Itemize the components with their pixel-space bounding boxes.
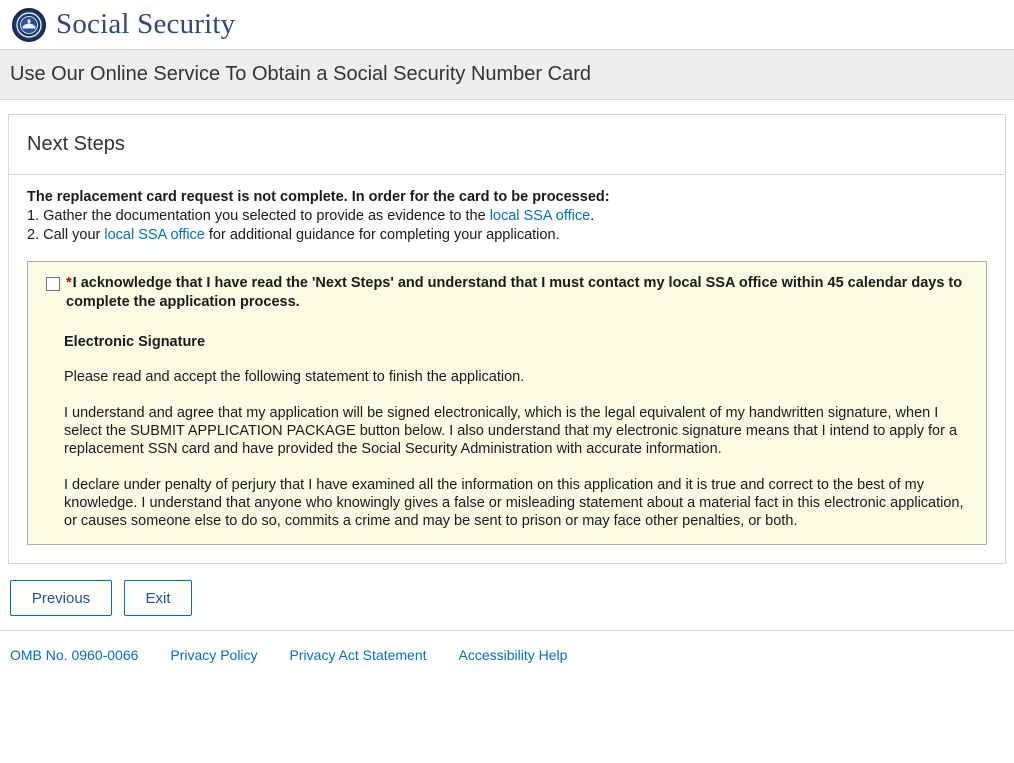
electronic-signature-paragraph-2: I declare under penalty of perjury that I have examined all the information on this application and it is true and correct to the best of my knowledge. I understand that anyone who knowingly gives a false or misleading statement about a material fact in this electronic application, or causes someone else to do so, commits a crime and may be sent to prison or may face other penalties, or both. bbox=[64, 477, 964, 529]
step-text-before: Gather the documentation you selected to provide as evidence to the bbox=[39, 208, 490, 224]
page-title: Use Our Online Service To Obtain a Social Security Number Card bbox=[10, 63, 591, 85]
local-ssa-office-link[interactable]: local SSA office bbox=[489, 208, 591, 224]
panel-body bbox=[9, 175, 1005, 563]
steps-list bbox=[27, 207, 987, 245]
footer bbox=[0, 630, 1014, 663]
next-steps-panel bbox=[8, 114, 1006, 564]
list-item bbox=[27, 226, 987, 245]
acknowledgement-row bbox=[42, 274, 972, 312]
footer-link-privacy-policy[interactable]: Privacy Policy bbox=[170, 647, 258, 663]
step-number: 1. bbox=[27, 208, 40, 224]
list-item bbox=[27, 207, 987, 226]
footer-link-privacy-act-statement[interactable]: Privacy Act Statement bbox=[289, 647, 427, 663]
step-text-after: . bbox=[590, 208, 595, 224]
acknowledgement-label: I acknowledge that I have read the 'Next Steps' and understand that I must contact my local SSA office within 45 calendar days to complete the application process. bbox=[66, 275, 963, 310]
panel-header bbox=[9, 115, 1005, 175]
electronic-signature-heading: Electronic Signature bbox=[64, 334, 206, 350]
electronic-signature-paragraph-1: I understand and agree that my application will be signed electronically, which is the legal equivalent of my handwritten signature, when I select the SUBMIT APPLICATION PACKAGE button below. I also understand that my electronic signature means that I intend to apply for a replacement SSN card and have provided the Social Security Administration with accurate information. bbox=[64, 405, 958, 457]
previous-button[interactable]: Previous bbox=[10, 580, 112, 616]
local-ssa-office-link[interactable]: local SSA office bbox=[104, 227, 205, 243]
brand-title: Social Security bbox=[56, 8, 236, 40]
button-row bbox=[0, 564, 1014, 616]
step-number: 2. bbox=[27, 227, 40, 243]
acknowledgement-label-wrap bbox=[66, 274, 972, 312]
exit-button[interactable]: Exit bbox=[124, 580, 192, 616]
site-header bbox=[0, 0, 1014, 50]
acknowledgement-checkbox[interactable] bbox=[46, 277, 60, 291]
electronic-signature-intro: Please read and accept the following statement to finish the application. bbox=[64, 369, 525, 385]
ssa-seal-icon bbox=[12, 8, 46, 42]
step-text-before: Call your bbox=[39, 227, 105, 243]
step-text-after: for additional guidance for completing your application. bbox=[204, 227, 560, 243]
acknowledgement-box bbox=[27, 261, 987, 545]
footer-link-omb[interactable]: OMB No. 0960-0066 bbox=[10, 647, 139, 663]
footer-link-accessibility-help[interactable]: Accessibility Help bbox=[458, 647, 568, 663]
intro-text: The replacement card request is not complete. In order for the card to be processed: bbox=[27, 189, 610, 205]
panel-heading: Next Steps bbox=[27, 133, 125, 155]
page-title-bar bbox=[0, 50, 1014, 100]
required-marker: * bbox=[66, 275, 72, 291]
